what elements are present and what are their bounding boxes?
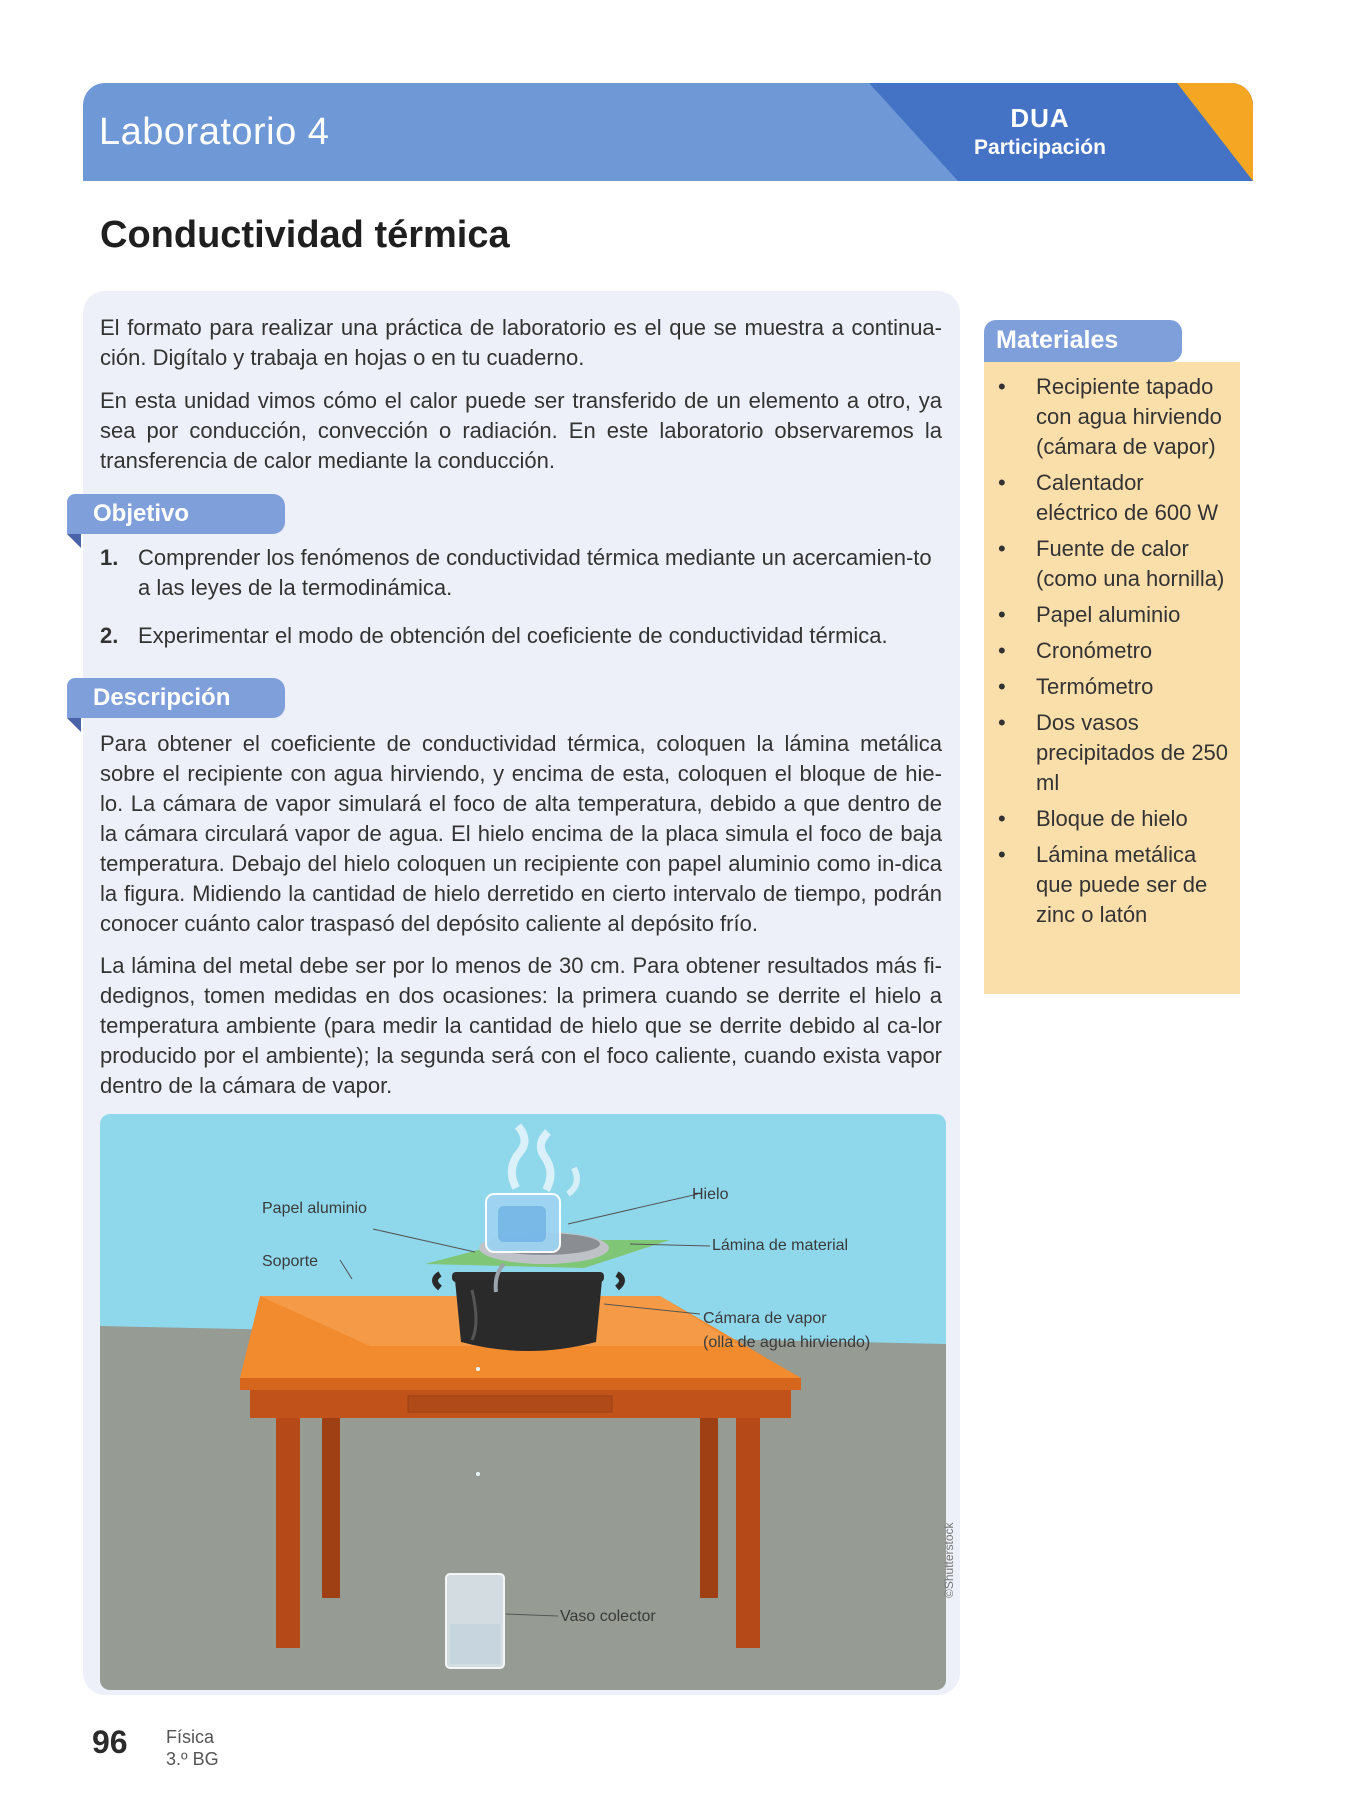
intro-paragraph-1: El formato para realizar una práctica de laboratorio es el que se muestra a continua-ción. Digítalo y trabaja en hojas o en tu cuaderno. [100, 315, 942, 370]
materiales-list [984, 372, 1240, 936]
dua-title: DUA [1010, 103, 1070, 133]
item-number: 2. [100, 623, 119, 648]
material-item: • Calentador eléctrico de 600 W [984, 468, 1240, 528]
label-camara-line-2: (olla de agua hirviendo) [703, 1334, 871, 1351]
experiment-illustration [100, 1114, 946, 1690]
material-item: • Fuente de calor (como una hornilla) [984, 534, 1240, 594]
material-item: • Recipiente tapado con agua hirviendo (cámara de vapor) [984, 372, 1240, 462]
dua-subtitle: Participación [974, 136, 1106, 159]
descripcion-heading: Descripción [67, 678, 285, 718]
material-item: • Dos vasos precipitados de 250 ml [984, 708, 1240, 798]
tag-fold-decoration [67, 534, 81, 548]
list-item [100, 621, 942, 651]
material-item: • Papel aluminio [984, 600, 1240, 630]
label-camara-line-1: Cámara de vapor [703, 1310, 827, 1327]
item-text: Comprender los fenómenos de conductividad térmica mediante un acercamien-to a las leyes de la termodinámica. [138, 545, 932, 600]
label-papel-aluminio: Papel aluminio [262, 1200, 367, 1217]
page-title: Conductividad térmica [100, 214, 510, 256]
tag-fold-decoration [67, 718, 81, 732]
footer-subject [166, 1726, 219, 1770]
intro-paragraph-2: En esta unidad vimos cómo el calor puede ser transferido de un elemento a otro, ya sea por conducción, convección o radiación. En este laboratorio observaremos la transferencia de calor mediante la conducción. [100, 388, 942, 473]
grade-level: 3.º BG [166, 1749, 219, 1769]
material-item: • Lámina metálica que puede ser de zinc o latón [984, 840, 1240, 930]
illustration-drawing [100, 1114, 946, 1690]
label-lamina: Lámina de material [712, 1237, 849, 1254]
materiales-heading: Materiales [984, 320, 1182, 362]
item-text: Experimentar el modo de obtención del coeficiente de conductividad térmica. [138, 623, 888, 648]
dua-badge [945, 103, 1135, 160]
objetivo-heading: Objetivo [67, 494, 285, 534]
label-hielo: Hielo [692, 1186, 729, 1203]
header-banner [83, 83, 1253, 181]
descripcion-paragraph-2: La lámina del metal debe ser por lo menos de 30 cm. Para obtener resultados más fi-dedignos, tomen medidas en dos ocasiones: la primera cuando se derrite el hielo a temperatura ambiente (para medir la cantidad de hielo que se derrite debido al ca-lor producido por el ambiente); la segunda será con el foco caliente, cuando exista vapor dentro de la cámara de vapor. [100, 953, 942, 1098]
list-item [100, 543, 942, 603]
material-item: • Cronómetro [984, 636, 1240, 666]
label-soporte: Soporte [262, 1253, 319, 1270]
material-item: • Termómetro [984, 672, 1240, 702]
lab-title: Laboratorio 4 [99, 111, 330, 153]
image-credit: ©Shutterstock [942, 1522, 956, 1598]
item-number: 1. [100, 545, 119, 570]
material-item: • Bloque de hielo [984, 804, 1240, 834]
label-vaso-colector: Vaso colector [560, 1608, 656, 1625]
descripcion-paragraph-1: Para obtener el coeficiente de conductividad térmica, coloquen la lámina metálica sobre el recipiente con agua hirviendo, y encima de esta, coloquen el bloque de hie-lo. La cámara de vapor simulará el foco de alta temperatura, debido a que dentro de la cámara circulará vapor de agua. El hielo encima de la placa simula el foco de baja temperatura. Debajo del hielo coloquen un recipiente con papel aluminio como in-dica la figura. Midiendo la cantidad de hielo derretido en cierto intervalo de tiempo, podrán conocer cuánto calor traspasó del depósito caliente al depósito frío. [100, 731, 942, 936]
subject-name: Física [166, 1727, 215, 1747]
objetivo-list [100, 543, 942, 669]
page-number: 96 [92, 1724, 128, 1760]
